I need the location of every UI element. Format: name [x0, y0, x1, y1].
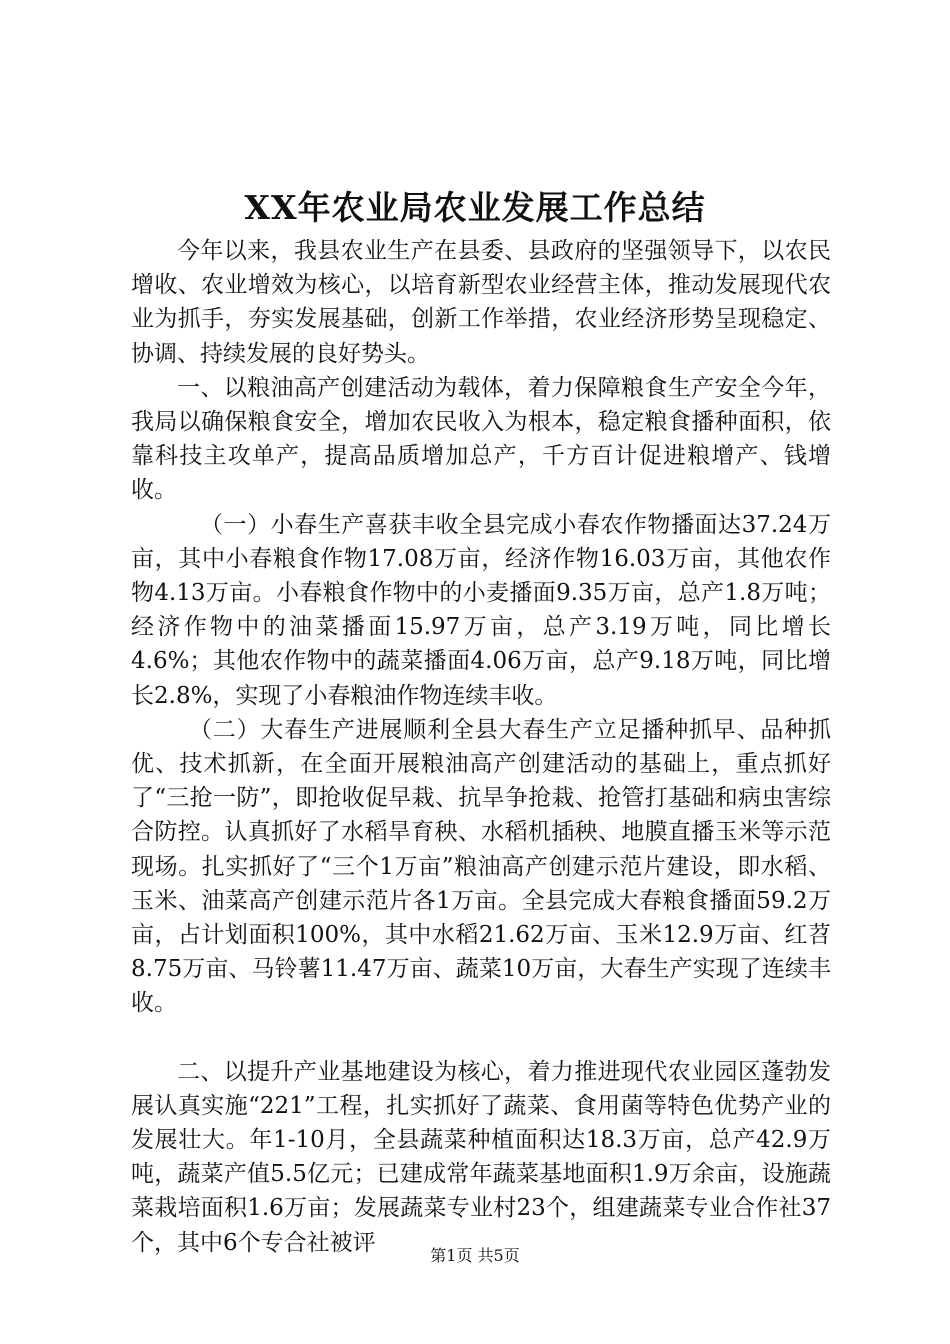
paragraph-subsection-1: （一）小春生产喜获丰收全县完成小春农作物播面达37.24万亩，其中小春粮食作物17.08万亩，经济作物16.03万亩，其他农作物4.13万亩。小春粮食作物中的小麦播面9.35万亩，总产1.8万吨；经济作物中的油菜播面15.97万亩，总产3.19万吨，同比增长4.6%；其他农作物中的蔬菜播面4.06万亩，总产9.18万吨，同比增长2.8%，实现了小春粮油作物连续丰收。: [131, 511, 831, 709]
document-body: [131, 234, 831, 1260]
paragraph-intro: 今年以来，我县农业生产在县委、县政府的坚强领导下，以农民增收、农业增效为核心，以培育新型农业经营主体，推动发展现代农业为抓手，夯实发展基础，创新工作举措，农业经济形势呈现稳定、协调、持续发展的良好势头。: [131, 238, 831, 367]
paragraph-section-2: 二、以提升产业基地建设为核心，着力推进现代农业园区蓬勃发展认真实施“221”工程，扎实抓好了蔬菜、食用菌等特色优势产业的发展壮大。年1-10月，全县蔬菜种植面积达18.3万亩，总产42.9万吨，蔬菜产值5.5亿元；已建成常年蔬菜基地面积1.9万余亩，设施蔬菜栽培面积1.6万亩；发展蔬菜专业村23个，组建蔬菜专业合作社37个，其中6个专合社被评: [131, 1058, 831, 1256]
page-number-footer: 第1页 共5页: [430, 1246, 520, 1265]
document-title: XX年农业局农业发展工作总结: [244, 188, 706, 227]
paragraph-section-1: 一、以粮油高产创建活动为载体，着力保障粮食生产安全今年，我局以确保粮食安全，增加农民收入为根本，稳定粮食播种面积，依靠科技主攻单产，提高品质增加总产，千方百计促进粮增产、钱增收。: [131, 374, 831, 504]
paragraph-subsection-2: （二）大春生产进展顺利全县大春生产立足播种抓早、品种抓优、技术抓新，在全面开展粮油高产创建活动的基础上，重点抓好了“三抢一防”，即抢收促早栽、抗旱争抢栽、抢管打基础和病虫害综合防控。认真抓好了水稻旱育秧、水稻机插秧、地膜直播玉米等示范现场。扎实抓好了“三个1万亩”粮油高产创建示范片建设，即水稻、玉米、油菜高产创建示范片各1万亩。全县完成大春粮食播面59.2万亩，占计划面积100%，其中水稻21.62万亩、玉米12.9万亩、红苕8.75万亩、马铃薯11.47万亩、蔬菜10万亩，大春生产实现了连续丰收。: [131, 716, 831, 1017]
